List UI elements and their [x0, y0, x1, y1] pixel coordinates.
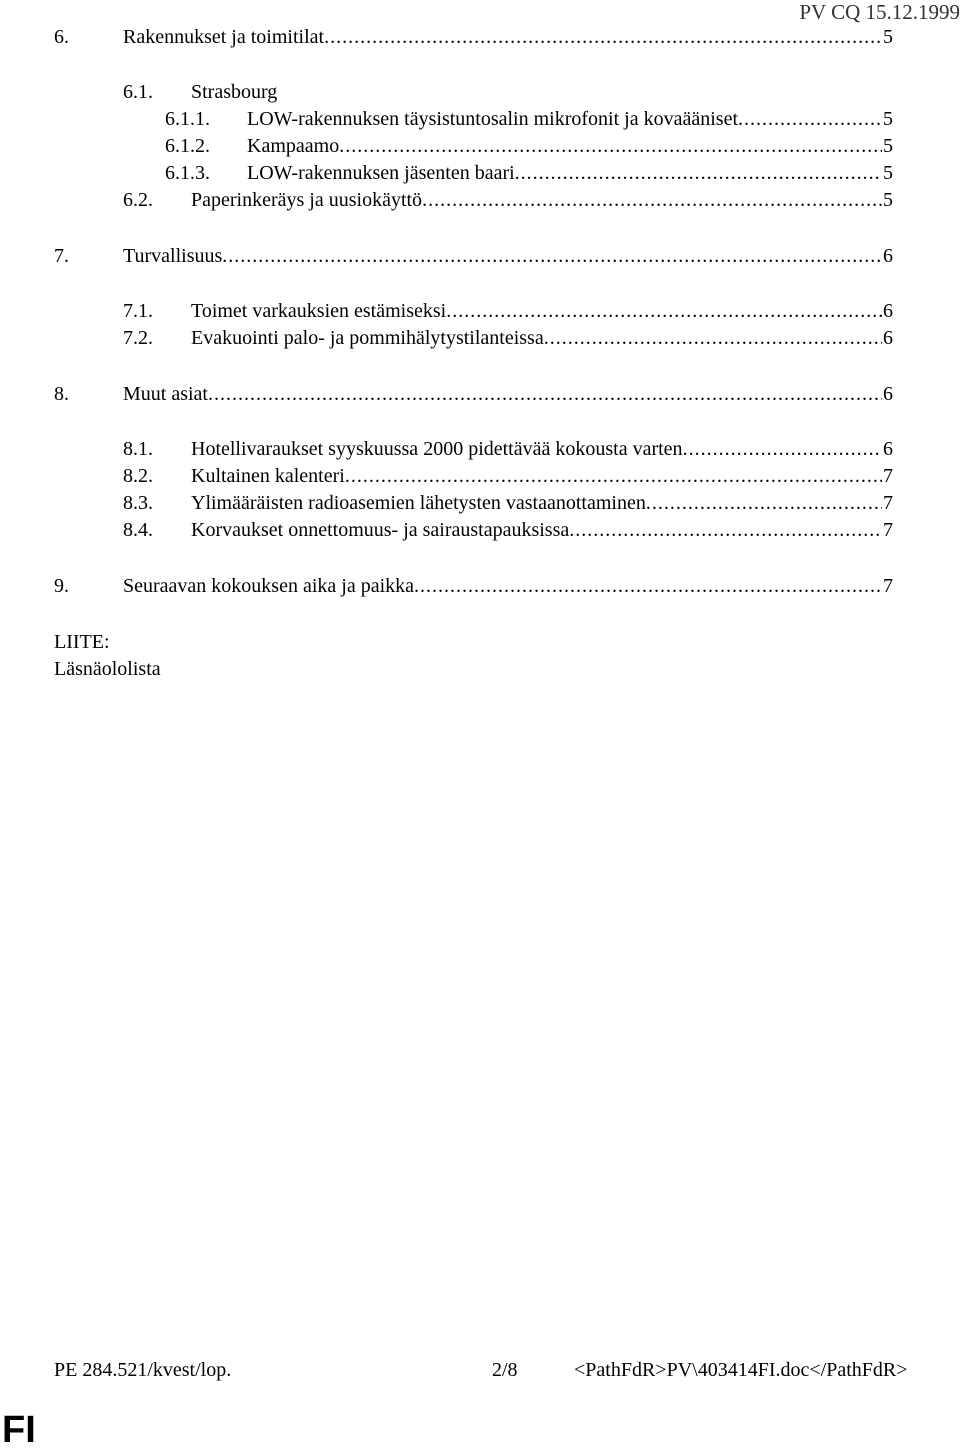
toc-page: 5	[883, 135, 893, 157]
toc-page: 6	[883, 438, 893, 460]
toc-number: 6.2.	[123, 189, 153, 211]
footer-file-path: <PathFdR>PV\403414FI.doc</PathFdR>	[574, 1359, 908, 1381]
toc-number: 8.2.	[123, 465, 153, 487]
toc-number: 6.1.1.	[165, 108, 210, 130]
toc-title: LOW-rakennuksen täysistuntosalin mikrofonit ja kovaääniset	[247, 108, 738, 130]
annex-label: LIITE:	[54, 631, 110, 653]
toc-number: 8.	[54, 383, 69, 405]
toc-title: Hotellivaraukset syyskuussa 2000 pidettävää kokousta varten	[191, 438, 683, 460]
toc-number: 8.1.	[123, 438, 153, 460]
toc-page: 6	[883, 327, 893, 349]
footer-doc-ref: PE 284.521/kvest/lop.	[54, 1359, 232, 1381]
toc-page: 6	[883, 245, 893, 267]
toc-number: 6.1.2.	[165, 135, 210, 157]
toc-number: 8.3.	[123, 492, 153, 514]
toc-page: 7	[883, 575, 893, 597]
toc-leader	[339, 133, 882, 159]
toc-number: 7.1.	[123, 300, 153, 322]
toc-leader	[324, 24, 882, 50]
toc-number: 9.	[54, 575, 69, 597]
toc-number: 7.2.	[123, 327, 153, 349]
toc-title: Seuraavan kokouksen aika ja paikka	[123, 575, 415, 597]
toc-page: 6	[883, 383, 893, 405]
toc-number: 6.1.	[123, 81, 153, 103]
toc-page: 7	[883, 492, 893, 514]
toc-page: 5	[883, 26, 893, 48]
toc-number: 6.	[54, 26, 69, 48]
toc-title: Ylimääräisten radioasemien lähetysten vastaanottaminen	[191, 492, 646, 514]
annex-item: Läsnäololista	[54, 658, 161, 680]
toc-title: Paperinkeräys ja uusiokäyttö	[191, 189, 423, 211]
toc-leader	[515, 160, 882, 186]
toc-leader	[414, 573, 882, 599]
toc-title: Korvaukset onnettomuus- ja sairaustapauksissa	[191, 519, 570, 541]
toc-title: Turvallisuus	[123, 245, 223, 267]
language-tag: FI	[2, 1409, 36, 1451]
toc-title: Muut asiat	[123, 383, 208, 405]
toc-page: 5	[883, 162, 893, 184]
toc-title: Rakennukset ja toimitilat	[123, 26, 325, 48]
toc-page: 7	[883, 519, 893, 541]
toc-number: 6.1.3.	[165, 162, 210, 184]
toc-leader	[345, 463, 882, 489]
toc-leader	[738, 106, 882, 132]
toc-leader	[544, 325, 882, 351]
toc-leader	[208, 381, 882, 407]
toc-leader	[569, 517, 882, 543]
toc-leader	[683, 436, 882, 462]
toc-leader	[646, 490, 882, 516]
toc-leader	[422, 187, 882, 213]
toc-page: 6	[883, 300, 893, 322]
toc-number: 7.	[54, 245, 69, 267]
header-reference: PV CQ 15.12.1999	[799, 0, 960, 24]
toc-leader	[446, 298, 882, 324]
footer-page-number: 2/8	[492, 1359, 518, 1381]
toc-title: Toimet varkauksien estämiseksi	[191, 300, 447, 322]
toc-title: LOW-rakennuksen jäsenten baari	[247, 162, 515, 184]
toc-title: Strasbourg	[191, 81, 278, 103]
toc-leader	[222, 243, 882, 269]
toc-page: 7	[883, 465, 893, 487]
toc-page: 5	[883, 189, 893, 211]
toc-title: Kampaamo	[247, 135, 340, 157]
page-footer	[0, 1356, 960, 1384]
toc-number: 8.4.	[123, 519, 153, 541]
toc-title: Evakuointi palo- ja pommihälytystilanteissa	[191, 327, 544, 349]
toc-page: 5	[883, 108, 893, 130]
toc-title: Kultainen kalenteri	[191, 465, 345, 487]
